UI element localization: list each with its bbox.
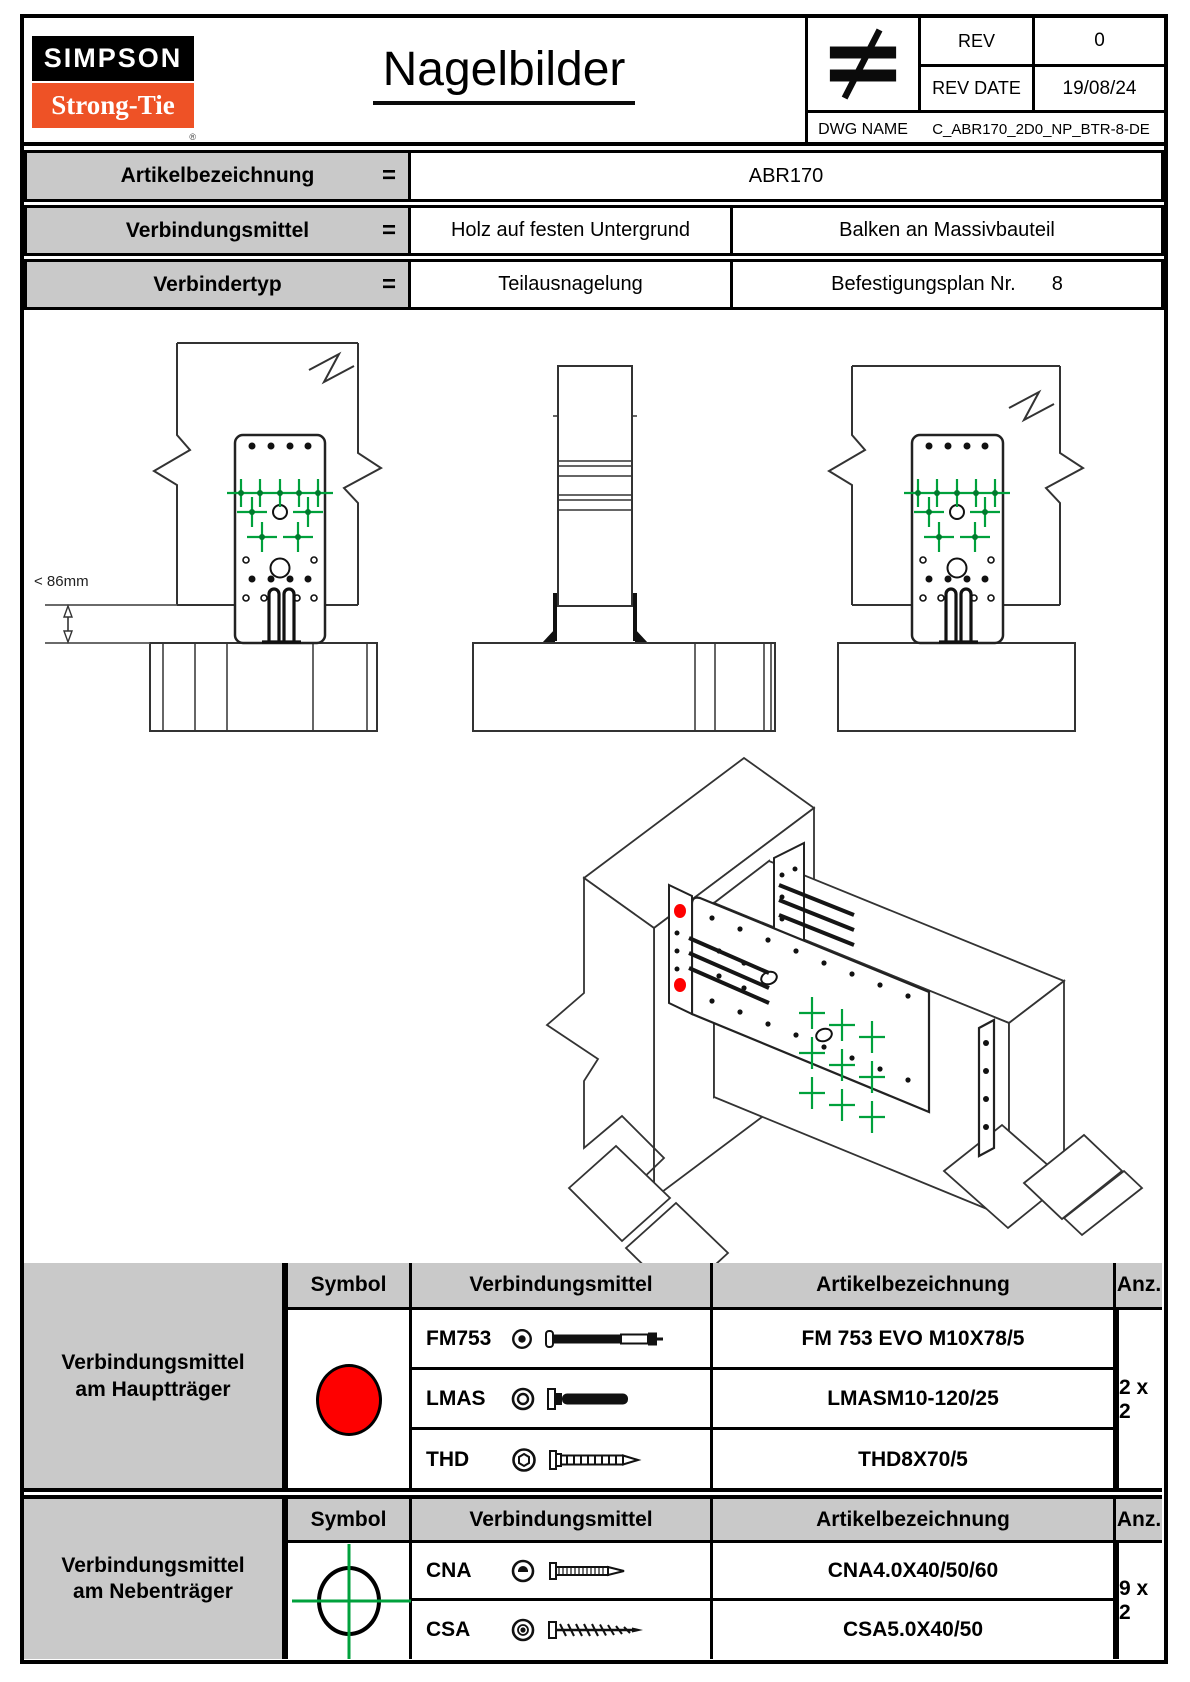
- qty-secondary: 9 x 2: [1116, 1543, 1162, 1659]
- info-label-text: Verbindungsmittel: [125, 218, 310, 242]
- anchor-red-dot: [674, 904, 686, 918]
- fm753-bolt-icon: [544, 1326, 666, 1352]
- fm753-head-icon: [510, 1327, 534, 1351]
- fastener-code: FM753: [426, 1326, 492, 1350]
- table-separator: [24, 1488, 1162, 1499]
- thd-screw-icon: [548, 1446, 648, 1474]
- info-row-artikelbezeichnung: [24, 150, 1164, 202]
- group-label-line1: Verbindungsmittel: [61, 1351, 245, 1375]
- nailing-type: Teilausnagelung: [411, 262, 733, 307]
- support-base-middle: [473, 643, 775, 731]
- qty-main: 2 x 2: [1116, 1310, 1162, 1490]
- logo-simpson: SIMPSON: [32, 36, 194, 81]
- side-view: [473, 366, 775, 731]
- dimension-annotation: [34, 573, 177, 643]
- header-fastener: Verbindungsmittel: [412, 1263, 713, 1310]
- drawing-area: [24, 313, 1164, 1263]
- cna-head-icon: [510, 1558, 536, 1584]
- back-view: [829, 366, 1083, 731]
- crosshair-horizontal: [292, 1600, 411, 1603]
- fastener-cell-fm753: [412, 1310, 713, 1370]
- rev-date-value: 19/08/24: [1032, 64, 1164, 110]
- fastening-plan-label: Befestigungsplan Nr.: [831, 273, 1016, 295]
- projection-symbol-cell: [805, 18, 918, 110]
- fastener-code: LMAS: [426, 1386, 486, 1410]
- isometric-view: [547, 758, 1142, 1263]
- fastener-table-main-member: [24, 1263, 1162, 1490]
- fastener-code: CSA: [426, 1618, 471, 1641]
- article-thd: THD8X70/5: [713, 1430, 1116, 1490]
- title-block: [24, 18, 1164, 146]
- connection-type-left: Holz auf festen Untergrund: [411, 208, 733, 253]
- rev-date-label: REV DATE: [918, 64, 1032, 110]
- logo-strongtie: Strong-Tie: [32, 83, 194, 128]
- article-cna: CNA4.0X40/50/60: [713, 1543, 1116, 1601]
- group-label-hauptraeger: [24, 1263, 285, 1490]
- info-label-text: Artikelbezeichnung: [120, 164, 315, 187]
- csa-head-icon: [510, 1617, 536, 1643]
- thd-head-icon: [510, 1446, 538, 1474]
- rev-label: REV: [918, 18, 1032, 64]
- fastener-cell-csa: [412, 1601, 713, 1659]
- symbol-cell-secondary: [285, 1543, 412, 1659]
- dwg-name-value: C_ABR170_2D0_NP_BTR-8-DE: [918, 110, 1164, 146]
- article-csa: CSA5.0X40/50: [713, 1601, 1116, 1659]
- header-qty: Anz.: [1116, 1263, 1162, 1310]
- csa-screw-icon: [546, 1617, 651, 1643]
- registered-mark: ®: [189, 132, 196, 142]
- green-crosshair-symbol: [288, 1541, 409, 1662]
- red-anchor-symbol: [316, 1364, 382, 1436]
- rev-value: 0: [1032, 18, 1164, 64]
- bracket-plate: [227, 435, 333, 643]
- connection-type-right: Balken an Massivbauteil: [839, 219, 1055, 241]
- info-row-verbindertyp: [24, 259, 1164, 310]
- page-title: Nagelbilder: [373, 42, 636, 105]
- fastener-cell-lmas: [412, 1370, 713, 1430]
- group-label-line1: Verbindungsmittel: [61, 1553, 245, 1577]
- dimension-label: < 86mm: [34, 573, 89, 590]
- header-fastener: Verbindungsmittel: [412, 1499, 713, 1543]
- equals-sign: =: [381, 270, 396, 298]
- group-label-nebentraeger: [24, 1499, 285, 1659]
- info-label: [27, 153, 411, 199]
- support-base-right: [838, 643, 1075, 731]
- bracket-plate-back: [904, 435, 1010, 643]
- lmas-anchor-icon: [546, 1386, 641, 1412]
- header-article: Artikelbezeichnung: [713, 1263, 1116, 1310]
- info-row-verbindungsmittel: [24, 205, 1164, 256]
- article-value: ABR170: [748, 164, 824, 187]
- fastener-cell-thd: [412, 1430, 713, 1490]
- header-qty: Anz.: [1116, 1499, 1162, 1543]
- info-label: [27, 208, 411, 253]
- cna-nail-icon: [546, 1558, 646, 1584]
- fastening-plan: [733, 262, 1161, 307]
- info-label: [27, 262, 411, 307]
- anchor-red-dot: [674, 978, 686, 992]
- fastener-cell-cna: [412, 1543, 713, 1601]
- simpson-strongtie-logo: [32, 36, 196, 142]
- equals-sign: =: [381, 216, 396, 244]
- technical-drawing: [24, 313, 1164, 1263]
- header-symbol: Symbol: [285, 1499, 412, 1543]
- fastener-code: CNA: [426, 1558, 472, 1582]
- header-article: Artikelbezeichnung: [713, 1499, 1116, 1543]
- fastening-plan-number: 8: [1051, 273, 1063, 295]
- dwg-name-label: DWG NAME: [805, 110, 918, 146]
- symbol-cell-main: [285, 1310, 412, 1490]
- support-base: [150, 643, 377, 731]
- article-fm753: FM 753 EVO M10X78/5: [713, 1310, 1116, 1370]
- front-view: [34, 343, 381, 731]
- page-title-wrap: [204, 42, 804, 122]
- fastener-table-secondary-member: [24, 1499, 1162, 1659]
- not-equal-projection-icon: [817, 27, 909, 101]
- group-label-line2: am Nebenträger: [73, 1580, 233, 1603]
- group-label-line2: am Hauptträger: [75, 1377, 231, 1401]
- info-label-text: Verbindertyp: [153, 272, 282, 296]
- lmas-head-icon: [510, 1386, 536, 1412]
- wall-flange: [669, 885, 692, 1014]
- fastener-code: THD: [426, 1448, 470, 1471]
- article-lmas: LMASM10-120/25: [713, 1370, 1116, 1430]
- equals-sign: =: [381, 162, 396, 189]
- header-symbol: Symbol: [285, 1263, 412, 1310]
